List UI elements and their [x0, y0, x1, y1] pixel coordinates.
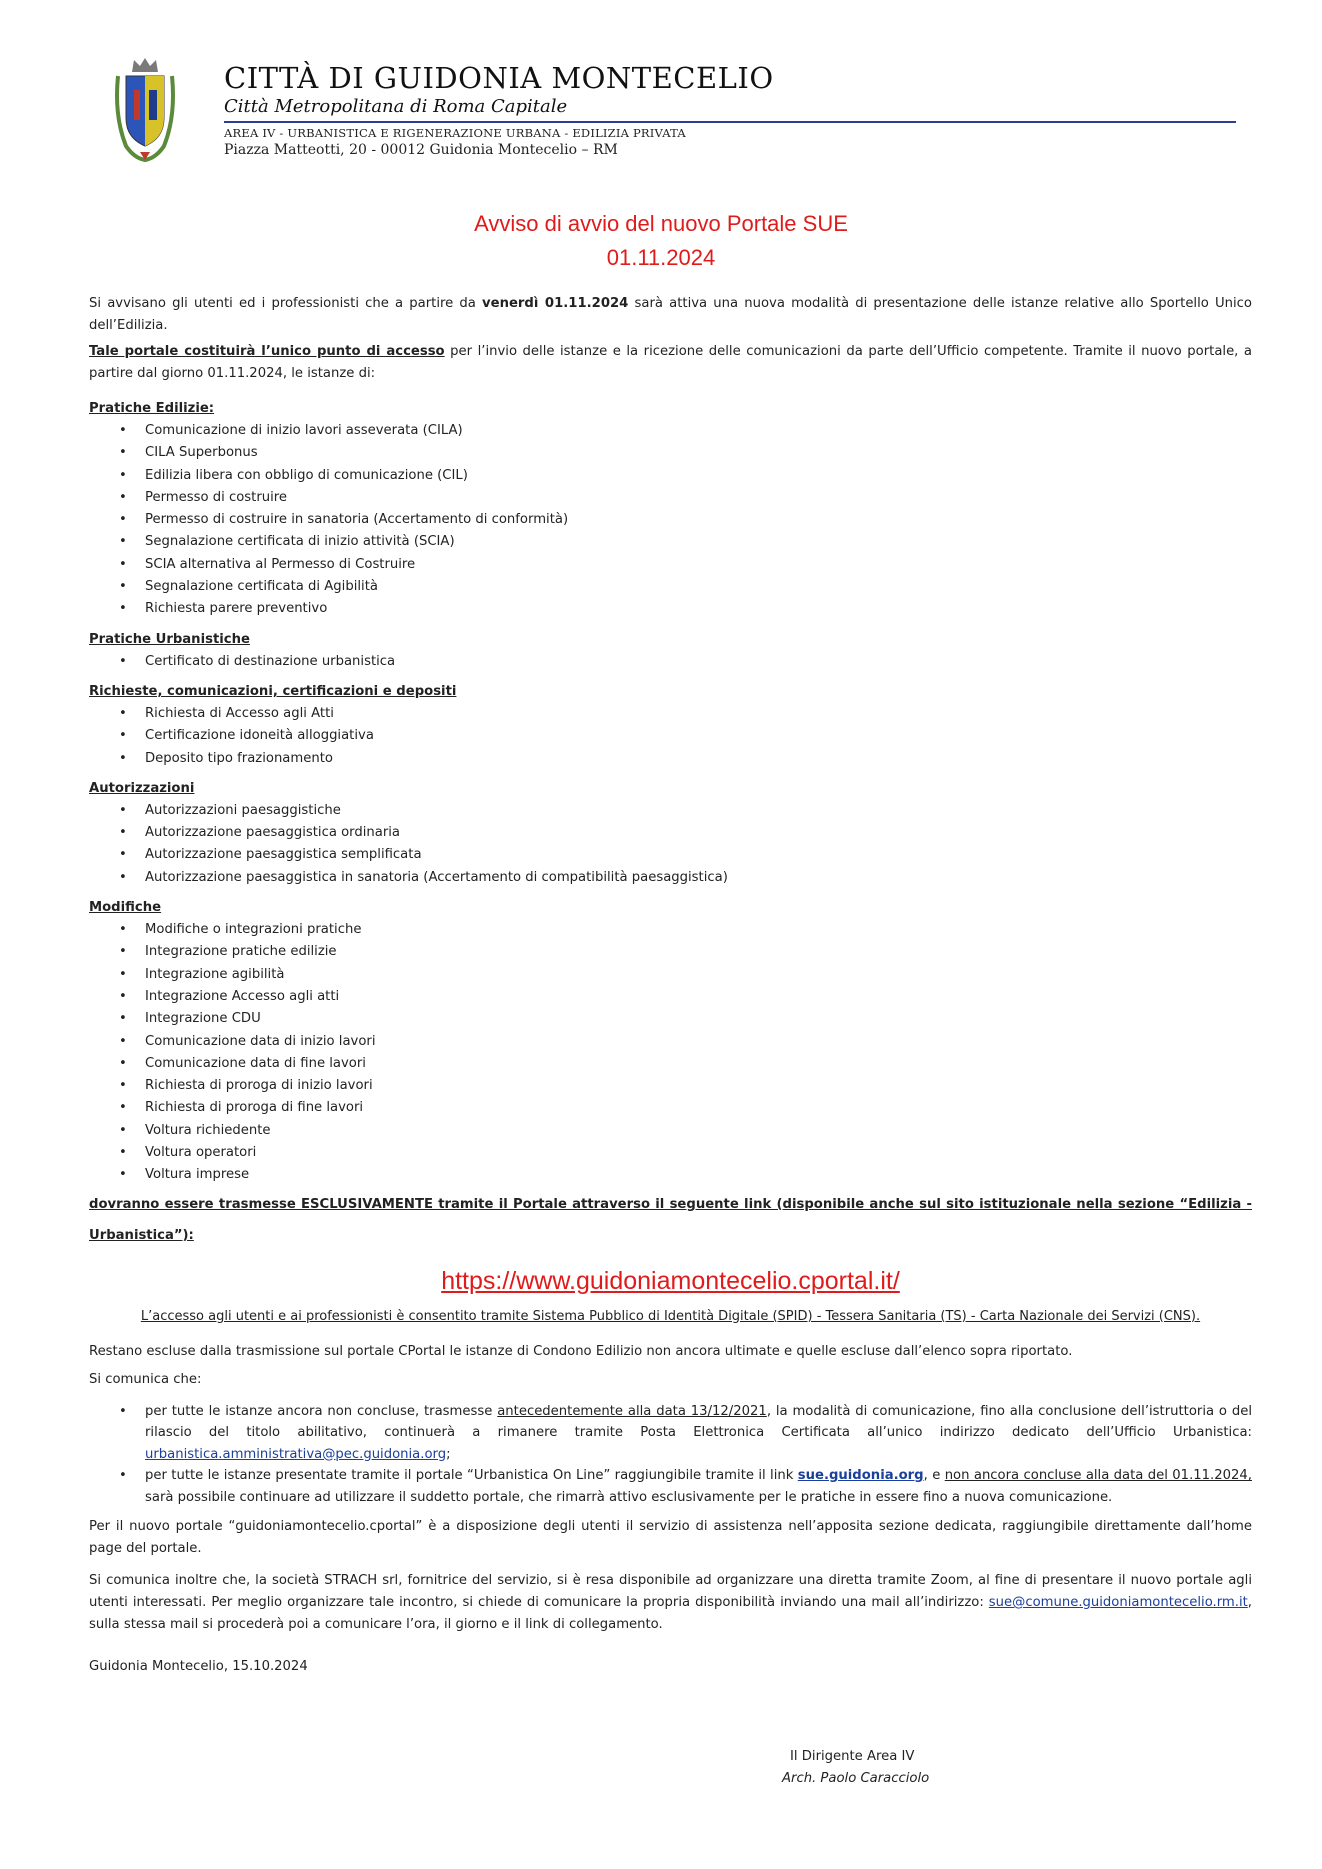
notice-date: 01.11.2024	[606, 245, 716, 270]
city-name: CITTÀ DI GUIDONIA MONTECELIO	[224, 61, 774, 95]
zoom-text-a: Si comunica inoltre che, la società STRACH srl, fornitrice del servizio, si è resa disponibile ad organizzare una diretta tramite Zoom, al fine di presentare il nuovo portale agli utenti interessati. Per meglio organizzare tale incontro, si chiede di comunicare la propria disponibilità inviando una mail all’indirizzo:	[89, 1573, 1252, 1611]
bullet1-text-a: per tutte le istanze ancora non concluse, trasmesse	[145, 1403, 498, 1419]
signatory-role: Il Dirigente Area IV	[790, 1749, 915, 1764]
letterhead-text	[224, 60, 1244, 159]
zoom-text-b: , sulla stessa mail si procederà poi a comunicare l’ora, il giorno e il link di collegamento.	[89, 1595, 1252, 1633]
communication-list	[89, 1401, 1252, 1509]
single-access-point: Tale portale costituirà l’unico punto di accesso	[89, 344, 445, 359]
bullet1-text-d: ;	[446, 1446, 451, 1462]
bullet2-text-a: per tutte le istanze presentate tramite il portale “Urbanistica On Line” raggiungibile tramite il link	[145, 1468, 798, 1484]
section-autorizzazioni	[89, 778, 1252, 889]
list-item: • Comunicazione data di inizio lavori	[89, 1031, 1252, 1053]
list-item: • Autorizzazioni paesaggistiche	[89, 800, 1252, 822]
bullet1-date: antecedentemente alla data 13/12/2021	[497, 1403, 767, 1419]
portal-url-link[interactable]: https://www.guidoniamontecelio.cportal.it/	[441, 1266, 900, 1295]
list-item: • Richiesta parere preventivo	[89, 598, 1252, 620]
list-item: • Permesso di costruire	[89, 487, 1252, 509]
notice-body	[89, 293, 1252, 1678]
list-item: • Voltura imprese	[89, 1164, 1252, 1186]
list-item: • Integrazione Accesso agli atti	[89, 986, 1252, 1008]
section-modifiche	[89, 897, 1252, 1187]
list-item: • Modifiche o integrazioni pratiche	[89, 919, 1252, 941]
section-richieste	[89, 681, 1252, 770]
department-area: AREA IV - URBANISTICA E RIGENERAZIONE URBANA - EDILIZIA PRIVATA	[224, 126, 686, 140]
intro-paragraph	[89, 293, 1252, 337]
transmit-note: dovranno essere trasmesse ESCLUSIVAMENTE tramite il Portale attraverso il seguente link (disponibile anche sul sito istituzionale nella sezione “Edilizia - Urbanistica”):	[89, 1196, 1252, 1243]
signature-block	[782, 1746, 1090, 1790]
section-list	[89, 919, 1252, 1187]
section-title: Richieste, comunicazioni, certificazioni e depositi	[89, 683, 457, 699]
list-item: • Integrazione agibilità	[89, 964, 1252, 986]
city-crest-logo	[104, 56, 186, 162]
pec-email-link[interactable]: urbanistica.amministrativa@pec.guidonia.org	[145, 1446, 447, 1462]
list-item: • Segnalazione certificata di Agibilità	[89, 576, 1252, 598]
section-list	[89, 800, 1252, 889]
section-pratiche-urbanistiche	[89, 629, 1252, 673]
list-item-urbanistica-online	[89, 1465, 1252, 1508]
communicates-label: Si comunica che:	[89, 1371, 202, 1387]
portal-paragraph	[89, 341, 1252, 385]
list-item: • Autorizzazione paesaggistica semplificata	[89, 844, 1252, 866]
list-item-pec	[89, 1401, 1252, 1466]
access-note: L’accesso agli utenti e ai professionisti è consentito tramite Sistema Pubblico di Identità Digitale (SPID) - Tessera Sanitaria (TS) - Carta Nazionale dei Servizi (CNS).	[140, 1308, 1201, 1324]
section-title: Modifiche	[89, 900, 162, 916]
bullet2-text-b: , e	[923, 1468, 945, 1484]
office-address: Piazza Matteotti, 20 - 00012 Guidonia Montecelio – RM	[224, 142, 618, 158]
list-item: • Comunicazione di inizio lavori asseverata (CILA)	[89, 420, 1252, 442]
bullet1-text-c: , la modalità di comunicazione, fino alla conclusione dell’istruttoria o del rilascio del titolo abilitativo, continuerà a rimanere tramite Posta Elettronica Certificata all’unico indirizzo dedicato dell’Ufficio Urbanistica:	[145, 1403, 1252, 1441]
list-item: • Richiesta di proroga di fine lavori	[89, 1097, 1252, 1119]
list-item: • Voltura richiedente	[89, 1120, 1252, 1142]
section-list	[89, 651, 1252, 673]
support-paragraph: Per il nuovo portale “guidoniamontecelio.cportal” è a disposizione degli utenti il servizio di assistenza nell’apposita sezione dedicata, raggiungibile direttamente dall’home page del portale.	[89, 1519, 1252, 1557]
list-item: • Certificazione idoneità alloggiativa	[89, 725, 1252, 747]
list-item: • Autorizzazione paesaggistica ordinaria	[89, 822, 1252, 844]
list-item: • Comunicazione data di fine lavori	[89, 1053, 1252, 1075]
exclusion-paragraph: Restano escluse dalla trasmissione sul portale CPortal le istanze di Condono Edilizio non ancora ultimate e quelle escluse dall’elenco sopra riportato.	[89, 1343, 1073, 1359]
list-item: • SCIA alternativa al Permesso di Costruire	[89, 554, 1252, 576]
intro-text-c: sarà attiva una nuova modalità di presentazione delle istanze relative allo Sportello Unico dell’Edilizia.	[89, 296, 1252, 333]
list-item: • Certificato di destinazione urbanistica	[89, 651, 1252, 673]
signatory-name: Arch. Paolo Caracciolo	[782, 1771, 930, 1786]
notice-title: Avviso di avvio del nuovo Portale SUE	[474, 211, 848, 236]
list-item: • Autorizzazione paesaggistica in sanatoria (Accertamento di compatibilità paesaggistica)	[89, 867, 1252, 889]
list-item: • Richiesta di Accesso agli Atti	[89, 703, 1252, 725]
sue-email-link[interactable]: sue@comune.guidoniamontecelio.rm.it	[988, 1595, 1248, 1611]
metropolitan-city: Città Metropolitana di Roma Capitale	[224, 96, 1236, 123]
list-item: • Richiesta di proroga di inizio lavori	[89, 1075, 1252, 1097]
list-item: • Edilizia libera con obbligo di comunicazione (CIL)	[89, 465, 1252, 487]
section-title: Pratiche Edilizie:	[89, 401, 215, 416]
section-title: Autorizzazioni	[89, 780, 195, 796]
list-item: • Integrazione CDU	[89, 1008, 1252, 1030]
list-item: • Voltura operatori	[89, 1142, 1252, 1164]
intro-text-a: Si avvisano gli utenti ed i professionisti che a partire da	[89, 296, 483, 311]
intro-start-date: venerdì 01.11.2024	[482, 296, 629, 311]
zoom-paragraph	[89, 1570, 1252, 1636]
sue-guidonia-link[interactable]: sue.guidonia.org	[797, 1468, 924, 1484]
portal-text: per l’invio delle istanze e la ricezione delle comunicazioni da parte dell’Ufficio competente. Tramite il nuovo portale, a partire dal giorno 01.11.2024, le istanze di:	[89, 344, 1252, 381]
list-item: • Deposito tipo frazionamento	[89, 748, 1252, 770]
list-item: • Integrazione pratiche edilizie	[89, 941, 1252, 963]
list-item: • Permesso di costruire in sanatoria (Accertamento di conformità)	[89, 509, 1252, 531]
bullet2-text-d: sarà possibile continuare ad utilizzare il suddetto portale, che rimarrà attivo esclusivamente per le pratiche in essere fino a nuova comunicazione.	[145, 1489, 1113, 1505]
section-pratiche-edilizie	[89, 398, 1252, 621]
list-item: • CILA Superbonus	[89, 442, 1252, 464]
letterhead	[104, 56, 1244, 176]
list-item: • Segnalazione certificata di inizio attività (SCIA)	[89, 531, 1252, 553]
bullet2-date: non ancora concluse alla data del 01.11.2024,	[944, 1468, 1252, 1484]
section-title: Pratiche Urbanistiche	[89, 631, 250, 647]
section-list	[89, 420, 1252, 621]
section-list	[89, 703, 1252, 770]
place-date: Guidonia Montecelio, 15.10.2024	[89, 1659, 308, 1675]
